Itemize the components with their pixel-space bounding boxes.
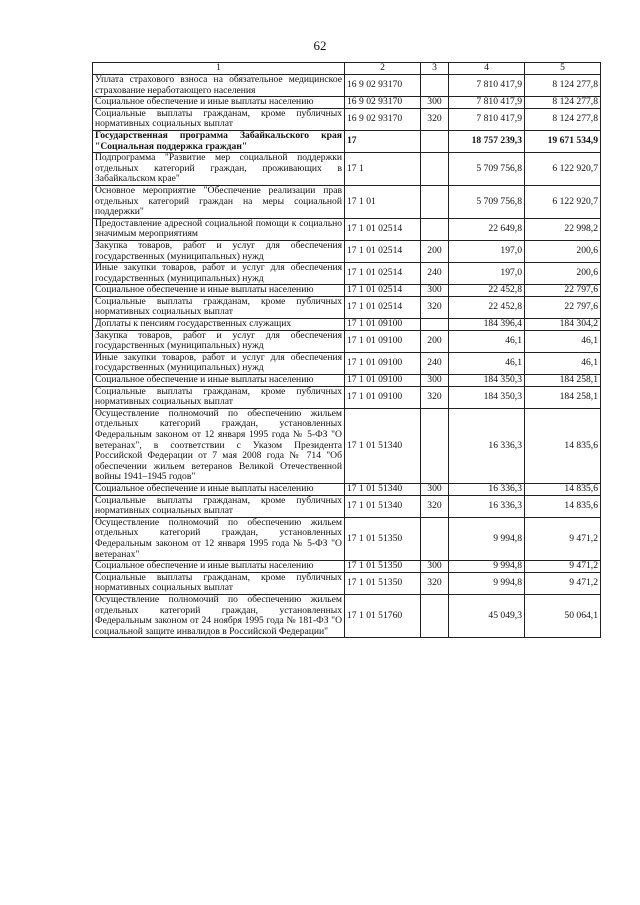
row-expense-type: 300: [421, 561, 449, 573]
header-col-3: 3: [421, 63, 449, 75]
row-value-year1: 18 757 239,3: [449, 130, 525, 152]
row-expense-type: 320: [421, 108, 449, 130]
table-row: [93, 218, 601, 240]
row-name: Осуществление полномочий по обеспечению жильем отдельных категорий граждан, установленных Федеральным законом от 12 января 1995 года № 5-ФЗ "О ветеранах": [93, 517, 345, 560]
table-row: [93, 352, 601, 374]
row-value-year2: 9 471,2: [525, 517, 601, 560]
table-row: [93, 240, 601, 262]
row-code: 17 1 01 51350: [345, 517, 421, 560]
row-value-year2: 9 471,2: [525, 572, 601, 594]
row-name: Иные закупки товаров, работ и услуг для обеспечения государственных (муниципальных) нужд: [93, 263, 345, 285]
row-code: 16 9 02 93170: [345, 75, 421, 97]
row-expense-type: 300: [421, 483, 449, 495]
table-row: [93, 517, 601, 560]
row-value-year1: 184 350,3: [449, 375, 525, 387]
row-code: 17 1 01 51760: [345, 594, 421, 637]
row-value-year1: 16 336,3: [449, 495, 525, 517]
row-name: Социальные выплаты гражданам, кроме публичных нормативных социальных выплат: [93, 296, 345, 318]
row-name: Социальное обеспечение и иные выплаты населению: [93, 285, 345, 297]
row-value-year1: 46,1: [449, 352, 525, 374]
row-expense-type: [421, 130, 449, 152]
row-name: Государственная программа Забайкальского края "Социальная поддержка граждан": [93, 130, 345, 152]
row-code: 17: [345, 130, 421, 152]
row-code: 17 1 01 51350: [345, 561, 421, 573]
row-name: Предоставление адресной социальной помощи к социально значимым мероприятиям: [93, 218, 345, 240]
row-value-year1: 16 336,3: [449, 408, 525, 483]
row-name: Социальное обеспечение и иные выплаты населению: [93, 561, 345, 573]
row-expense-type: [421, 153, 449, 186]
row-expense-type: 200: [421, 240, 449, 262]
row-name: Иные закупки товаров, работ и услуг для обеспечения государственных (муниципальных) нужд: [93, 352, 345, 374]
row-name: Уплата страхового взноса на обязательное медицинское страхование неработающего населения: [93, 75, 345, 97]
row-code: 17 1 01 02514: [345, 285, 421, 297]
row-expense-type: [421, 408, 449, 483]
page-number: 62: [313, 38, 327, 53]
row-name: Осуществление полномочий по обеспечению жильем отдельных категорий граждан, установленных Федеральным законом от 24 ноября 1995 года № 181-ФЗ "О социальной защите инвалидов в Российской Федерации": [93, 594, 345, 637]
row-value-year2: 46,1: [525, 352, 601, 374]
row-code: 17 1 01 51340: [345, 495, 421, 517]
table-row: [93, 296, 601, 318]
table-body: [93, 75, 601, 638]
row-value-year2: 22 998,2: [525, 218, 601, 240]
table-row: [93, 386, 601, 408]
row-value-year2: 19 671 534,9: [525, 130, 601, 152]
row-value-year1: 5 709 756,8: [449, 153, 525, 186]
row-value-year2: 184 304,2: [525, 319, 601, 331]
row-code: 17 1 01 09100: [345, 319, 421, 331]
row-expense-type: [421, 218, 449, 240]
row-expense-type: 320: [421, 572, 449, 594]
row-expense-type: [421, 75, 449, 97]
row-name: Социальные выплаты гражданам, кроме публичных нормативных социальных выплат: [93, 108, 345, 130]
table-row: [93, 263, 601, 285]
table-row: [93, 108, 601, 130]
row-name: Осуществление полномочий по обеспечению жильем отдельных категорий граждан, установленных Федеральным законом от 12 января 1995 года № 5-ФЗ "О ветеранах", в соответствии с Указом Президента Российской Федерации от 7 мая 2008 года № 714 "Об обеспечении жильем ветеранов Великой Отечественной войны 1941–1945 годов": [93, 408, 345, 483]
row-value-year1: 184 350,3: [449, 386, 525, 408]
header-col-2: 2: [345, 63, 421, 75]
row-value-year2: 14 835,6: [525, 483, 601, 495]
row-value-year2: 50 064,1: [525, 594, 601, 637]
row-value-year2: 8 124 277,8: [525, 108, 601, 130]
row-code: 17 1 01 51340: [345, 408, 421, 483]
table-row: [93, 375, 601, 387]
row-name: Социальные выплаты гражданам, кроме публичных нормативных социальных выплат: [93, 495, 345, 517]
table-row: [93, 330, 601, 352]
row-code: 16 9 02 93170: [345, 108, 421, 130]
row-value-year2: 14 835,6: [525, 495, 601, 517]
row-code: 17 1 01 51350: [345, 572, 421, 594]
table-row: [93, 594, 601, 637]
header-col-1: 1: [93, 63, 345, 75]
row-name: Социальные выплаты гражданам, кроме публичных нормативных социальных выплат: [93, 572, 345, 594]
row-expense-type: 320: [421, 386, 449, 408]
row-value-year2: 9 471,2: [525, 561, 601, 573]
row-expense-type: 240: [421, 352, 449, 374]
table-row: [93, 483, 601, 495]
row-value-year1: 9 994,8: [449, 561, 525, 573]
row-value-year2: 8 124 277,8: [525, 97, 601, 109]
row-value-year2: 200,6: [525, 263, 601, 285]
row-value-year1: 7 810 417,9: [449, 75, 525, 97]
row-code: 17 1 01 02514: [345, 296, 421, 318]
row-value-year2: 22 797,6: [525, 285, 601, 297]
row-code: 17 1 01 09100: [345, 375, 421, 387]
row-value-year2: 22 797,6: [525, 296, 601, 318]
row-expense-type: 240: [421, 263, 449, 285]
row-code: 16 9 02 93170: [345, 97, 421, 109]
header-col-5: 5: [525, 63, 601, 75]
row-value-year1: 5 709 756,8: [449, 185, 525, 218]
row-value-year2: 8 124 277,8: [525, 75, 601, 97]
row-name: Закупка товаров, работ и услуг для обеспечения государственных (муниципальных) нужд: [93, 240, 345, 262]
table-row: [93, 185, 601, 218]
row-value-year1: 7 810 417,9: [449, 97, 525, 109]
row-value-year1: 22 649,8: [449, 218, 525, 240]
row-code: 17 1 01 02514: [345, 263, 421, 285]
row-name: Доплаты к пенсиям государственных служащих: [93, 319, 345, 331]
row-value-year2: 184 258,1: [525, 375, 601, 387]
row-value-year2: 46,1: [525, 330, 601, 352]
row-value-year2: 184 258,1: [525, 386, 601, 408]
row-value-year1: 22 452,8: [449, 296, 525, 318]
row-code: 17 1 01 02514: [345, 218, 421, 240]
budget-table: [92, 62, 601, 638]
row-expense-type: 200: [421, 330, 449, 352]
table-row: [93, 561, 601, 573]
row-value-year2: 200,6: [525, 240, 601, 262]
table-row: [93, 153, 601, 186]
row-expense-type: [421, 319, 449, 331]
row-expense-type: 320: [421, 296, 449, 318]
row-value-year1: 9 994,8: [449, 572, 525, 594]
row-code: 17 1: [345, 153, 421, 186]
row-code: 17 1 01 02514: [345, 240, 421, 262]
row-code: 17 1 01 09100: [345, 352, 421, 374]
row-value-year2: 6 122 920,7: [525, 185, 601, 218]
row-value-year1: 45 049,3: [449, 594, 525, 637]
row-code: 17 1 01 09100: [345, 330, 421, 352]
row-name: Социальное обеспечение и иные выплаты населению: [93, 483, 345, 495]
table-row: [93, 319, 601, 331]
table-row: [93, 408, 601, 483]
row-value-year1: 9 994,8: [449, 517, 525, 560]
table-row: [93, 495, 601, 517]
row-expense-type: 300: [421, 97, 449, 109]
row-expense-type: 300: [421, 375, 449, 387]
table-row: [93, 97, 601, 109]
row-value-year1: 184 396,4: [449, 319, 525, 331]
row-value-year1: 7 810 417,9: [449, 108, 525, 130]
row-expense-type: [421, 594, 449, 637]
row-code: 17 1 01 09100: [345, 386, 421, 408]
row-expense-type: [421, 517, 449, 560]
row-expense-type: 300: [421, 285, 449, 297]
row-name: Закупка товаров, работ и услуг для обеспечения государственных (муниципальных) нужд: [93, 330, 345, 352]
row-expense-type: 320: [421, 495, 449, 517]
table-row: [93, 572, 601, 594]
row-name: Подпрограмма "Развитие мер социальной поддержки отдельных категорий граждан, проживающих в Забайкальском крае": [93, 153, 345, 186]
row-name: Социальное обеспечение и иные выплаты населению: [93, 375, 345, 387]
row-name: Социальное обеспечение и иные выплаты населению: [93, 97, 345, 109]
table-row: [93, 285, 601, 297]
row-name: Социальные выплаты гражданам, кроме публичных нормативных социальных выплат: [93, 386, 345, 408]
header-col-4: 4: [449, 63, 525, 75]
table-row: [93, 130, 601, 152]
row-value-year1: 46,1: [449, 330, 525, 352]
row-value-year1: 197,0: [449, 240, 525, 262]
row-expense-type: [421, 185, 449, 218]
row-value-year2: 14 835,6: [525, 408, 601, 483]
table-header: [93, 63, 601, 75]
row-value-year1: 16 336,3: [449, 483, 525, 495]
row-code: 17 1 01: [345, 185, 421, 218]
row-value-year2: 6 122 920,7: [525, 153, 601, 186]
table-row: [93, 75, 601, 97]
row-value-year1: 22 452,8: [449, 285, 525, 297]
row-name: Основное мероприятие "Обеспечение реализации прав отдельных категорий граждан на меры социальной поддержки": [93, 185, 345, 218]
header-row: [93, 63, 601, 75]
row-value-year1: 197,0: [449, 263, 525, 285]
row-code: 17 1 01 51340: [345, 483, 421, 495]
